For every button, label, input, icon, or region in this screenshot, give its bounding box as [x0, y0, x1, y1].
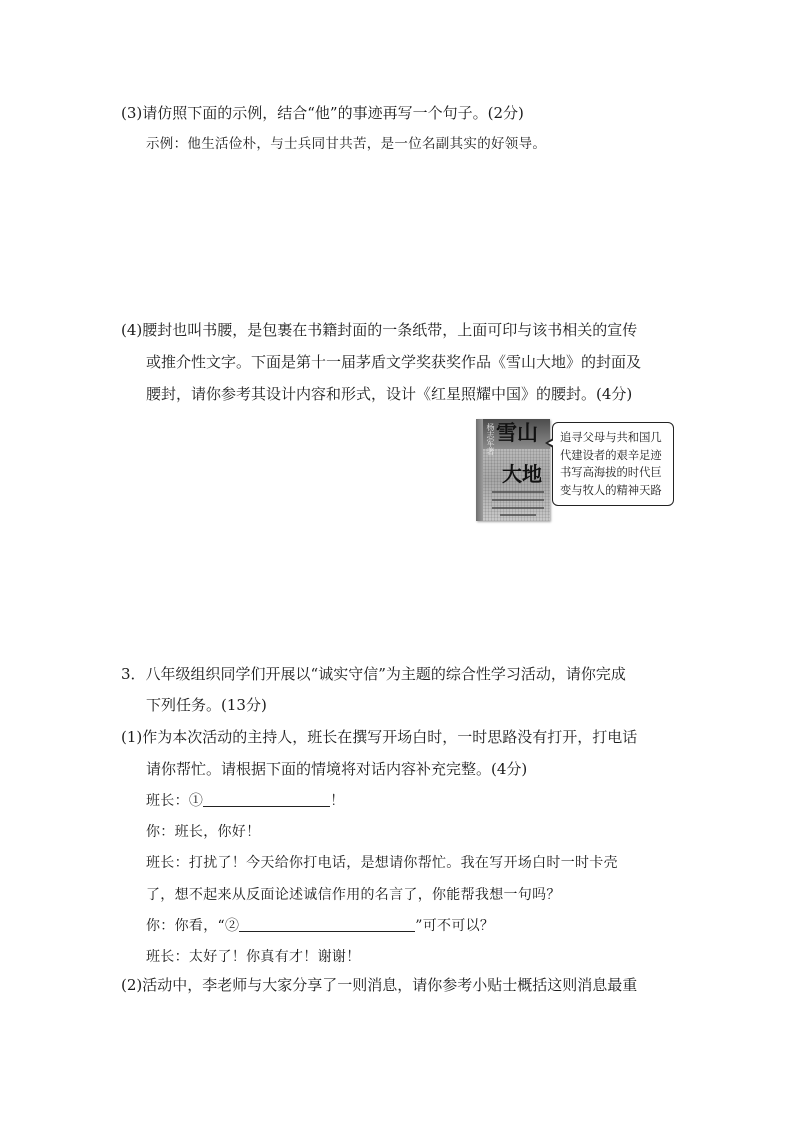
q4-sub-line1: (4)腰封也叫书腰，是包裹在书籍封面的一条纸带，上面可印与该书相关的宣传 [121, 321, 638, 339]
q3-sub-example: 示例：他生活俭朴，与士兵同甘共苦，是一位名副其实的好领导。 [146, 136, 547, 152]
book-text-line [492, 499, 544, 501]
q4-sub-line3: 腰封，请你参考其设计内容和形式，设计《红星照耀中国》的腰封。(4分) [146, 385, 633, 403]
dialogue-line-3: 班长：打扰了！今天给你打电话，是想请你帮忙。我在写开场白时一时卡壳 [146, 855, 618, 871]
book-cover-image [476, 419, 550, 521]
dialogue-line-5-prefix: 你：你看，“② [146, 918, 240, 934]
dialogue-line-6: 班长：太好了！你真有才！谢谢！ [146, 949, 361, 965]
dialogue-line-1 [146, 791, 345, 811]
dialogue-line-5 [146, 916, 494, 936]
dialogue-line-1-prefix: 班长：① [146, 793, 204, 809]
dialogue-line-5-suffix: ”可不可以？ [415, 918, 495, 934]
q3-line2: 下列任务。(13分) [146, 696, 267, 714]
book-author: 杨志军著 [486, 423, 495, 455]
callout-line-2: 代建设者的艰辛足迹 [560, 448, 662, 462]
q3-1-line1: (1)作为本次活动的主持人，班长在撰写开场白时，一时思路没有打开，打电话 [121, 728, 638, 746]
q3-sub-prompt: (3)请仿照下面的示例，结合“他”的事迹再写一个句子。(2分) [121, 104, 524, 122]
q3-line1: 3．八年级组织同学们开展以“诚实守信”为主题的综合性学习活动，请你完成 [121, 665, 626, 683]
q4-sub-line2: 或推介性文字。下面是第十一届茅盾文学奖获奖作品《雪山大地》的封面及 [146, 353, 642, 371]
book-text-line [492, 507, 544, 509]
dialogue-line-4: 了，想不起来从反面论述诚信作用的名言了，你能帮我想一句吗？ [146, 887, 561, 903]
answer-blank-1[interactable] [203, 791, 330, 807]
dialogue-line-2: 你：班长，你好！ [146, 824, 261, 840]
callout-line-1: 追寻父母与共和国几 [560, 431, 662, 444]
dialogue-line-1-suffix: ！ [330, 793, 345, 809]
book-title-bottom: 大地 [502, 462, 542, 486]
belly-band-callout [552, 422, 674, 506]
q3-1-line2: 请你帮忙。请根据下面的情境将对话内容补充完整。(4分) [146, 760, 528, 778]
book-text-line [500, 514, 536, 516]
answer-blank-2[interactable] [239, 916, 415, 932]
book-spine [476, 419, 483, 521]
q3-2-line1: (2)活动中，李老师与大家分享了一则消息，请你参考小贴士概括这则消息最重 [121, 976, 638, 994]
callout-tail-inner [548, 440, 554, 446]
callout-line-3: 书写高海拔的时代巨 [560, 466, 662, 479]
book-title-top: 雪山 [496, 420, 538, 445]
book-text-line [492, 491, 544, 493]
callout-line-4: 变与牧人的精神天路 [560, 483, 662, 497]
